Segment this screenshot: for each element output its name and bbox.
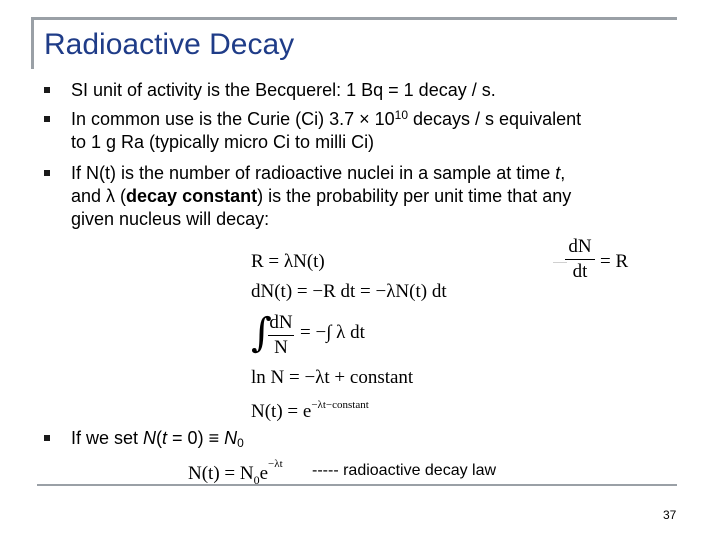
comma: ,: [560, 163, 566, 183]
bullet-marker: [44, 87, 50, 93]
integral-sign: ∫: [251, 310, 272, 356]
decay-def-text: If N(t) is the number of radioactive nuclei in a sample at time: [71, 163, 556, 183]
n-variable: N: [143, 428, 157, 448]
decay-law-equation: [188, 458, 283, 488]
fraction-dn-over-n: [268, 312, 294, 359]
side-numerator: dN: [568, 236, 592, 257]
equivalence: = 0) ≡: [167, 428, 225, 448]
slide-title: Radioactive Decay: [44, 28, 295, 61]
slide-frame-left: [31, 17, 34, 69]
t-variable: t: [162, 428, 168, 448]
lambda-definition: ) is the probability per unit time that any: [257, 186, 572, 206]
lambda-intro: and λ (: [71, 186, 127, 206]
bullet-text-curie: [71, 108, 581, 131]
slide-frame-top: [31, 17, 677, 20]
curie-text: In common use is the Curie (Ci) 3.7 × 10: [71, 109, 395, 129]
bullet-text-curie-line2: to 1 g Ra (typically micro Ci to milli Ci): [71, 132, 375, 152]
exponential-power: −λt−constant: [311, 399, 369, 411]
bullet-text-initial-condition: [71, 427, 244, 450]
equation-differential: dN(t) = −R dt = −λN(t) dt: [251, 281, 447, 302]
equation-activity: R = λN(t): [251, 251, 325, 272]
slide-frame-bottom: [37, 484, 677, 486]
decay-law-subscript: 0: [253, 472, 260, 487]
decay-law-exponent: −λt: [268, 458, 283, 470]
curie-exponent: 10: [394, 108, 408, 122]
fraction-bar: [268, 335, 294, 336]
bullet-marker: [44, 435, 50, 441]
fraction-denominator: N: [274, 337, 288, 358]
equation-log: ln N = −λt + constant: [251, 367, 414, 388]
fraction-numerator: dN: [269, 312, 293, 333]
time-variable: t: [555, 163, 561, 183]
initial-text: If we set: [71, 428, 144, 448]
bullet-text-si-unit: SI unit of activity is the Becquerel: 1 Bq = 1 decay / s.: [71, 80, 496, 100]
bullet-text-decay-def-line3: given nucleus will decay:: [71, 209, 270, 229]
bullet-marker: [44, 170, 50, 176]
decay-constant-term: decay constant: [126, 186, 258, 206]
side-denominator: dt: [572, 261, 588, 282]
bullet-text-decay-def: [71, 162, 565, 185]
fraction-dn-dt: [565, 236, 595, 283]
equation-exponential: [251, 399, 369, 423]
decay-law-lhs: N(t) = N: [188, 463, 254, 484]
n0-subscript: 0: [237, 436, 244, 450]
bullet-text-decay-def-line2: [71, 185, 571, 208]
side-equation-rhs: = R: [600, 251, 629, 272]
side-fraction-bar: [565, 259, 595, 260]
decay-law-label: ----- radioactive decay law: [312, 462, 497, 479]
curie-text-end: decays / s equivalent: [408, 109, 582, 129]
exponential-base: N(t) = e: [251, 401, 312, 422]
page-number: 37: [663, 508, 677, 522]
open-paren: (: [156, 428, 163, 448]
equation-integral-rhs: = −∫ λ dt: [300, 322, 365, 343]
bullet-marker: [44, 116, 50, 122]
decay-law-e: e: [259, 463, 269, 484]
n0-variable: N: [224, 428, 238, 448]
